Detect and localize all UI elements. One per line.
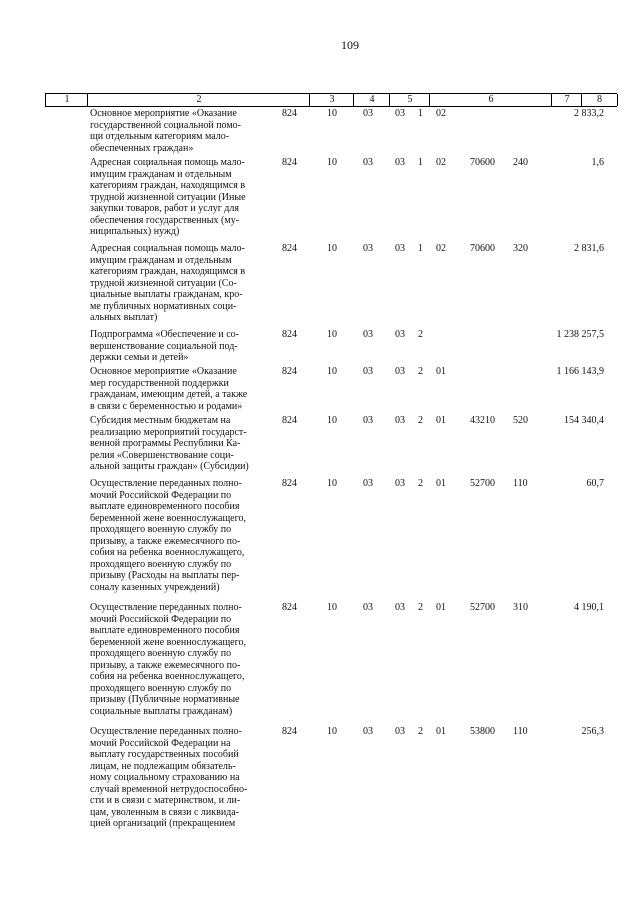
description-line: трудной жизненной ситуации (Иные — [90, 191, 246, 203]
cell-c6a: 03 — [395, 243, 405, 254]
description-line: Подпрограмма «Обеспечение и со- — [90, 329, 240, 340]
cell-c8: 1 238 257,5 — [556, 329, 604, 340]
cell-c6b: 2 — [418, 478, 423, 489]
cell-c3: 824 — [282, 415, 297, 426]
cell-c7: 110 — [513, 726, 528, 737]
cell-c6b: 2 — [418, 415, 423, 426]
cell-c5: 03 — [363, 329, 373, 340]
cell-c6d: 52700 — [470, 602, 495, 613]
cell-c4: 10 — [327, 726, 337, 737]
cell-c3: 824 — [282, 366, 297, 377]
description-line: собия на ребенка военнослужащего, — [90, 671, 245, 682]
header-col-4: 4 — [353, 94, 390, 106]
cell-c6c: 01 — [436, 415, 446, 426]
cell-c6b: 2 — [418, 329, 423, 340]
cell-c7: 520 — [513, 415, 528, 426]
cell-c4: 10 — [327, 108, 337, 119]
cell-c5: 03 — [363, 726, 373, 737]
cell-c3: 824 — [282, 478, 297, 489]
description-line: гражданам, имеющим детей, а также — [90, 389, 248, 400]
cell-c8: 154 340,4 — [564, 415, 604, 426]
cell-c6a: 03 — [395, 478, 405, 489]
cell-c6d: 70600 — [470, 243, 495, 254]
description-line: мочий Российской Федерации на — [90, 737, 231, 749]
description-line: проходящего военную службу по — [90, 682, 232, 694]
cell-c5: 03 — [363, 478, 373, 489]
description-line: ному социальному страхованию на — [90, 772, 240, 783]
cell-c4: 10 — [327, 478, 337, 489]
description-line: проходящего военную службу по — [90, 648, 232, 659]
table-header — [45, 93, 617, 107]
cell-c7: 240 — [513, 157, 528, 168]
cell-c6a: 03 — [395, 366, 405, 377]
description-line: выплату государственных пособий — [90, 749, 239, 760]
cell-c4: 10 — [327, 415, 337, 426]
cell-c5: 03 — [363, 415, 373, 426]
cell-c6a: 03 — [395, 108, 405, 119]
cell-c3: 824 — [282, 602, 297, 613]
row-description — [90, 157, 268, 238]
row-description — [90, 726, 268, 830]
header-col-2: 2 — [87, 94, 310, 106]
cell-c6c: 02 — [436, 243, 446, 254]
description-line: Осуществление переданных полно- — [90, 726, 242, 737]
cell-c6c: 02 — [436, 157, 446, 168]
description-line: венной программы Республики Ка- — [90, 438, 241, 449]
description-line: проходящего военную службу по — [90, 558, 232, 570]
description-line: держки семьи и детей» — [90, 352, 189, 363]
description-line: Адресная социальная помощь мало- — [90, 157, 245, 168]
description-line: имущим гражданам и отдельным — [90, 254, 232, 266]
description-line: категориям граждан, находящимся в — [90, 180, 246, 191]
description-line: циальные выплаты гражданам, кро- — [90, 289, 243, 300]
description-line: альной защиты граждан» (Субсидии) — [90, 461, 249, 472]
cell-c6b: 1 — [418, 243, 423, 254]
row-description — [90, 478, 268, 593]
description-line: случай временной нетрудоспособно- — [90, 783, 248, 795]
description-line: соналу казенных учреждений) — [90, 581, 220, 593]
cell-c8: 60,7 — [586, 478, 604, 489]
header-col-7: 7 — [551, 94, 582, 106]
cell-c8: 1 166 143,9 — [556, 366, 604, 377]
cell-c6b: 2 — [418, 726, 423, 737]
cell-c6d: 43210 — [470, 415, 495, 426]
cell-c7: 110 — [513, 478, 528, 489]
cell-c6c: 01 — [436, 602, 446, 613]
description-line: беременной жене военнослужащего, — [90, 636, 246, 648]
cell-c6b: 1 — [418, 157, 423, 168]
description-line: собия на ребенка военнослужащего, — [90, 547, 245, 558]
description-line: мочий Российской Федерации по — [90, 613, 232, 625]
cell-c6a: 03 — [395, 329, 405, 340]
cell-c6d: 70600 — [470, 157, 495, 168]
cell-c5: 03 — [363, 602, 373, 613]
header-col-1: 1 — [45, 94, 88, 106]
cell-c4: 10 — [327, 366, 337, 377]
cell-c4: 10 — [327, 157, 337, 168]
description-line: Субсидия местным бюджетам на — [90, 415, 231, 426]
description-line: призыву (Публичные нормативные — [90, 694, 240, 705]
description-line: выплате единовременного пособия — [90, 625, 240, 636]
description-line: обеспеченных граждан» — [90, 142, 194, 154]
description-line: Основное мероприятие «Оказание — [90, 366, 237, 377]
description-line: цам, уволенным в связи с ликвида- — [90, 806, 240, 818]
header-col-5: 5 — [389, 94, 430, 106]
cell-c6b: 2 — [418, 366, 423, 377]
cell-c6b: 2 — [418, 602, 423, 613]
description-line: цией организаций (прекращением — [90, 818, 236, 829]
description-line: альных выплат) — [90, 312, 158, 323]
row-description — [90, 243, 268, 324]
row-description — [90, 108, 268, 154]
cell-c6b: 1 — [418, 108, 423, 119]
row-description — [90, 602, 268, 717]
header-col-3: 3 — [309, 94, 354, 106]
cell-c3: 824 — [282, 108, 297, 119]
cell-c8: 256,3 — [581, 726, 604, 737]
cell-c6a: 03 — [395, 157, 405, 168]
cell-c6c: 01 — [436, 478, 446, 489]
cell-c5: 03 — [363, 243, 373, 254]
description-line: закупки товаров, работ и услуг для — [90, 203, 239, 214]
description-line: имущим гражданам и отдельным — [90, 168, 232, 180]
cell-c8: 1,6 — [591, 157, 604, 168]
cell-c6d: 52700 — [470, 478, 495, 489]
cell-c6a: 03 — [395, 602, 405, 613]
cell-c3: 824 — [282, 726, 297, 737]
description-line: Осуществление переданных полно- — [90, 602, 242, 613]
description-line: государственной социальной помо- — [90, 119, 242, 131]
cell-c6c: 01 — [436, 726, 446, 737]
description-line: мер государственной поддержки — [90, 377, 229, 389]
description-line: ниципальных) нужд) — [90, 226, 180, 237]
cell-c6a: 03 — [395, 415, 405, 426]
cell-c5: 03 — [363, 157, 373, 168]
cell-c4: 10 — [327, 602, 337, 613]
description-line: вершенствование социальной под- — [90, 340, 238, 352]
header-col-6: 6 — [429, 94, 552, 106]
description-line: щи отдельным категориям мало- — [90, 131, 230, 142]
row-description — [90, 415, 268, 473]
description-line: призыву, а также ежемесячного по- — [90, 659, 241, 671]
description-line: социальные выплаты гражданам) — [90, 705, 233, 717]
cell-c3: 824 — [282, 243, 297, 254]
description-line: мочий Российской Федерации по — [90, 489, 232, 501]
description-line: призыву, а также ежемесячного по- — [90, 535, 241, 547]
cell-c7: 310 — [513, 602, 528, 613]
cell-c4: 10 — [327, 243, 337, 254]
cell-c6c: 01 — [436, 366, 446, 377]
cell-c6c: 02 — [436, 108, 446, 119]
description-line: призыву (Расходы на выплаты пер- — [90, 570, 240, 581]
cell-c8: 2 833,2 — [574, 108, 604, 119]
header-col-8: 8 — [581, 94, 618, 106]
cell-c4: 10 — [327, 329, 337, 340]
description-line: проходящего военную службу по — [90, 524, 232, 535]
description-line: релия «Совершенствование соци- — [90, 449, 234, 461]
cell-c7: 320 — [513, 243, 528, 254]
description-line: беременной жене военнослужащего, — [90, 512, 246, 524]
cell-c8: 2 831,6 — [574, 243, 604, 254]
description-line: ме публичных нормативных соци- — [90, 300, 237, 312]
description-line: Адресная социальная помощь мало- — [90, 243, 245, 254]
cell-c5: 03 — [363, 108, 373, 119]
description-line: реализацию мероприятий государст- — [90, 426, 247, 438]
cell-c3: 824 — [282, 329, 297, 340]
description-line: в связи с беременностью и родами» — [90, 400, 243, 412]
description-line: обеспечения государственных (му- — [90, 214, 240, 226]
description-line: Осуществление переданных полно- — [90, 478, 242, 489]
description-line: категориям граждан, находящимся в — [90, 266, 246, 277]
cell-c6d: 53800 — [470, 726, 495, 737]
cell-c6a: 03 — [395, 726, 405, 737]
row-description — [90, 366, 268, 412]
description-line: выплате единовременного пособия — [90, 501, 240, 512]
description-line: лицам, не подлежащим обязатель- — [90, 760, 236, 772]
description-line: сти и в связи с материнством, и ли- — [90, 795, 241, 806]
cell-c3: 824 — [282, 157, 297, 168]
page-number: 109 — [341, 38, 359, 52]
description-line: Основное мероприятие «Оказание — [90, 108, 237, 119]
row-description — [90, 329, 268, 364]
description-line: трудной жизненной ситуации (Со- — [90, 277, 237, 289]
cell-c5: 03 — [363, 366, 373, 377]
cell-c8: 4 190,1 — [574, 602, 604, 613]
